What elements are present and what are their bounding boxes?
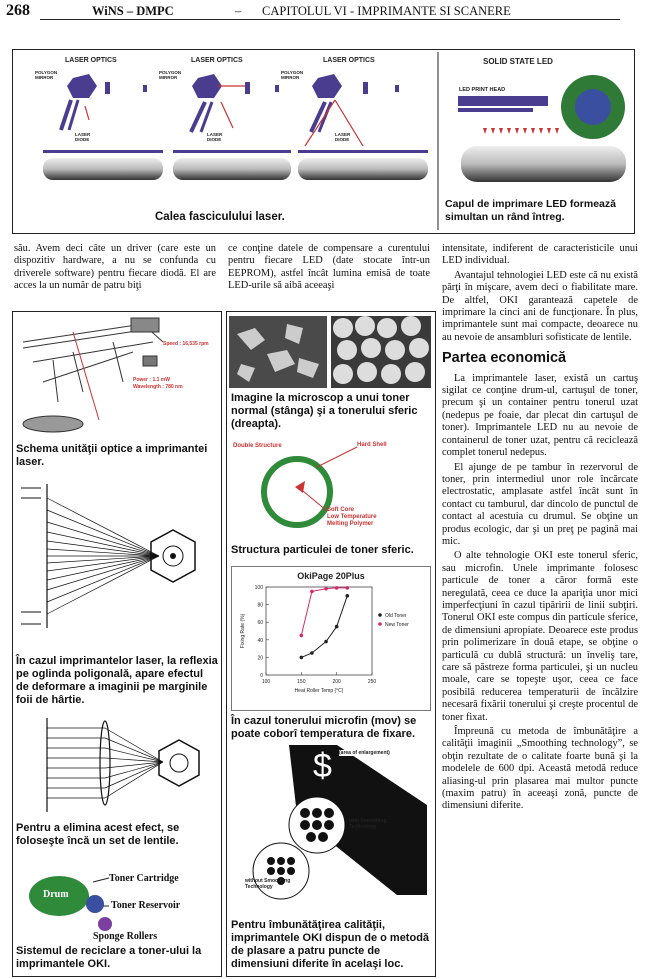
toner-reservoir-label: Toner Reservoir (111, 900, 181, 911)
optical-unit-diagram (13, 312, 220, 442)
header-rule (40, 19, 620, 20)
led-caption: Capul de imprimare LED formează simultan un rând întreg. (445, 198, 616, 223)
sponge-rollers-label: Sponge Rollers (93, 931, 158, 942)
polygon-caption: În cazul imprimantelor laser, la reflexia pe oglinda poligonală, apare efectul de deformare a imaginii pe marginile foii de hârtie. (16, 655, 218, 706)
particle-caption: Structura particulei de toner sferic. (231, 544, 414, 556)
polygon-reflection-diagram (13, 478, 220, 638)
y-axis-label: Fixing Rate (%) (240, 613, 246, 649)
toner-microscope-images (227, 314, 434, 390)
laser-diode-label-1: LASER DIODE (75, 132, 91, 142)
legend-entry: New Toner (385, 622, 409, 628)
right-text-column (442, 243, 638, 815)
laser-optics-panel-2 (173, 74, 291, 180)
optics-caption: Schema unităţii optice a imprimantei laser. (16, 443, 208, 468)
x-tick-label: 150 (297, 679, 306, 685)
y-tick-label: 0 (260, 673, 263, 679)
wavelength-label: Wavelength : 780 nm (133, 384, 183, 390)
x-axis-label: Heat Roller Temp (°C) (294, 688, 344, 694)
laser-optics-panel-1 (43, 74, 163, 180)
panel-title-2: LASER OPTICS (191, 57, 243, 64)
legend-marker (378, 622, 382, 626)
running-header-separator: – (235, 4, 242, 18)
data-point (335, 586, 339, 590)
para-economics-2: El ajunge de pe tambur în rezervorul de toner, prin intermediul unor role încărcate electrostatic, amplasate astfel încât sunt în contact cu tamburul, dar dincolo de punctul de contact al acestuia cu drumul. Se obţine un produs ecologic, dar şi un preţ pe pagină mai mic. (442, 461, 638, 547)
hard-shell-label: Hard Shell (357, 442, 387, 448)
legend-entry: Old Toner (385, 613, 407, 619)
lens-caption: Pentru a elimina acest efect, se foloseşte încă un set de lentile. (16, 822, 180, 847)
running-header-chapter: CAPITOLUL VI - IMPRIMANTE SI SCANERE (262, 4, 511, 18)
data-point (310, 651, 314, 655)
lens-correction-diagram (13, 716, 220, 816)
y-tick-label: 20 (257, 655, 263, 662)
without-smoothing-label: without Smoothing Technology (245, 878, 291, 890)
smoothing-caption: Pentru îmbunătăţirea calităţii, imprimantele OKI dispun de o metodă de plasare a patru puncte de dimensiuni diferite în acelaşi loc. (231, 919, 430, 970)
legend-marker (378, 613, 382, 617)
polygon-mirror-label-3: POLYGON MIRROR (281, 70, 304, 80)
col2-top-paragraph: ce conţine datele de compensare a curentului pentru fiecare LED (date stocate într-un EEPROM), astfel încât lumina emisă de toate LED-urile să aibă aceeaşi (228, 243, 430, 292)
series-line-new-toner (301, 588, 347, 636)
data-point (335, 625, 339, 629)
data-point (324, 640, 328, 644)
double-structure-label: Double Structure (233, 443, 282, 449)
laser-optics-panel-3 (298, 74, 428, 180)
data-point (300, 656, 304, 660)
power-label: Power : 1.1 mW (133, 377, 170, 383)
laser-diode-label-3: LASER DIODE (335, 132, 351, 142)
para-continuation: intensitate, indiferent de caracteristicile unui LED individual. (442, 243, 638, 267)
drum-label: Drum (43, 889, 69, 900)
polygon-mirror-label-2: POLYGON MIRROR (159, 70, 182, 80)
soft-core-label: Soft Core (327, 507, 354, 513)
fixing-rate-chart (232, 567, 430, 710)
page-number: 268 (6, 2, 30, 19)
panel-title-1: LASER OPTICS (65, 57, 117, 64)
data-point (300, 634, 304, 638)
led-head-label: LED PRINT HEAD (459, 87, 506, 93)
para-economics-1: La imprimantele laser, există un cartuş sigilat ce conţine drum-ul, cartuşul de toner, precum şi un container pentru tonerul uzat (nedepus pe foaie, dar plecat din cartuşul de toner). Imprimantele LED nu au nevoie de containerul de toner uzat, pentru că reciclează complet tonerul nedepus. (442, 372, 638, 459)
with-smoothing-label: with Smoothing Technology (349, 818, 387, 830)
running-header-left: WiNS – DMPC (92, 4, 174, 18)
polygon-mirror-label-1: POLYGON MIRROR (35, 70, 58, 80)
x-tick-label: 100 (261, 679, 271, 685)
low-temperature-label: Low Temperature (327, 514, 377, 520)
data-point (324, 587, 328, 591)
panel-title-3: LASER OPTICS (323, 57, 375, 64)
left-figure-column (12, 311, 222, 977)
data-point (345, 586, 349, 590)
chart-plot-area (266, 587, 372, 675)
x-tick-label: 250 (367, 679, 377, 685)
melting-polymer-label: Melting Polymer (327, 521, 374, 527)
laser-path-caption: Calea fasciculului laser. (155, 211, 285, 223)
para-led-advantage: Avantajul tehnologiei LED este că nu există părţi în mişcare, avem deci o fiabilitate mare. De altfel, OKI garantează capetele de imprimare la cinci ani de funcţionare. În plus, imprimantele sunt mai compacte, deoarece nu au nevoie de ansambluri sofisticate de lentile. (442, 269, 638, 343)
svg-text:$: $ (313, 747, 332, 785)
laser-diode-label-2: LASER DIODE (207, 132, 223, 142)
y-tick-label: 40 (257, 637, 263, 644)
chart-title: OkiPage 20Plus (297, 571, 365, 581)
recycle-caption: Sistemul de reciclare a toner-ului la imprimantele OKI. (16, 945, 202, 970)
toner-cartridge-label: Toner Cartridge (109, 873, 179, 884)
y-tick-label: 60 (257, 620, 263, 627)
col1-top-paragraph: său. Avem deci câte un driver (care este un dispozitiv hardware, a nu se confunda cu driverele software) pentru fiecare diodă. El are acces la un număr de patru biţi (14, 243, 216, 292)
area-of-enlargement-label: (area of enlargement) (339, 750, 390, 756)
middle-figure-column (226, 311, 436, 977)
data-point (310, 590, 314, 594)
fixing-rate-chart-box (231, 566, 431, 711)
led-figure-title: SOLID STATE LED (483, 57, 553, 66)
y-tick-label: 100 (254, 585, 263, 591)
speed-label: Speed : 16,535 rpm (163, 341, 209, 347)
y-tick-label: 80 (257, 602, 263, 609)
para-smoothing: Împreună cu metoda de îmbunătăţire a calităţii imaginii „Smoothing technology”, se obţin rezultate de o calitate foarte bună şi la modelele de 600 dpi. Această metodă reduce aliasing-ul prin plasarea mai multor puncte (maxim patru) în aceeaşi zonă, puncte de dimensiuni diferite. (442, 726, 638, 812)
data-point (345, 594, 349, 598)
laser-path-figure (12, 49, 635, 234)
microscope-caption: Imagine la microscop a unui toner normal (stânga) şi a tonerului sferic (dreapta). (231, 392, 418, 430)
fixing-caption: În cazul tonerului microfin (mov) se poate coborî temperatura de fixare. (231, 715, 417, 740)
section-heading: Partea economică (442, 350, 567, 367)
para-spherical-toner: O alte tehnologie OKI este tonerul sferic, sau microfin. Unele imprimante folosesc particule de toner a căror formă este neregulată, ceea ce duce la apariţia unor mici imperfecţiuni în cazul tipăririi de linii subţiri. Tonerul OKI este compus din particule sferice, de dimensiuni apropiate. Deoarece este produs prin polimerizare în două etape, se obţine o particulă cu dublă structură: un înveliş tare, care să păstreze forma particulei, şi un nucleu moale, care se topeşte uşor, ceea ce face posibilă reducerea temperaturii de încălzire necesară fixării tonerului şi creşte procentul de toner fixat. (442, 550, 638, 723)
x-tick-label: 200 (332, 679, 341, 685)
